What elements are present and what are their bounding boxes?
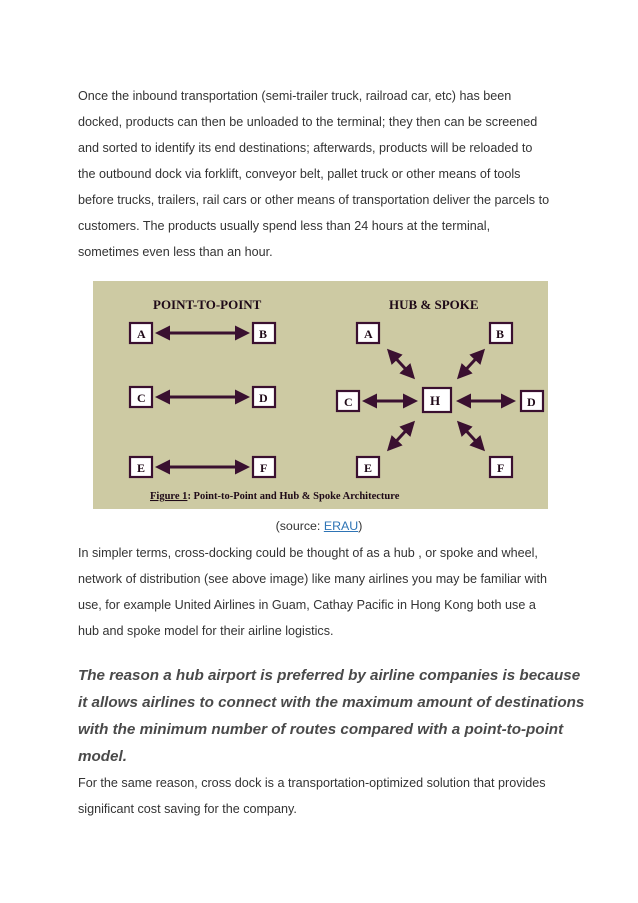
intro-line: customers. The products usually spend less than 24 hours at the terminal, — [78, 219, 491, 233]
source-suffix: ) — [358, 519, 363, 533]
hub-spoke-figure — [93, 281, 548, 509]
hs-arrow-a — [389, 351, 413, 377]
figure-caption — [150, 491, 400, 502]
figure-caption-text: : Point-to-Point and Hub & Spoke Architecture — [187, 491, 400, 502]
intro-line: the outbound dock via forklift, conveyor belt, pallet truck or other means of tools — [78, 167, 521, 181]
highlight-line: model. — [78, 748, 127, 765]
highlight-line: with the minimum number of routes compared with a point-to-point — [78, 721, 564, 738]
hs-label-f: F — [497, 461, 505, 475]
hs-label-b: B — [496, 327, 505, 341]
simpler-line: use, for example United Airlines in Guam, Cathay Pacific in Hong Kong both use a — [78, 598, 536, 612]
highlight-line: it allows airlines to connect with the maximum amount of destinations — [78, 694, 585, 711]
intro-line: sometimes even less than an hour. — [78, 245, 273, 259]
hs-arrow-e — [389, 423, 413, 449]
hs-label-e: E — [364, 461, 373, 475]
hs-arrow-b — [459, 351, 483, 377]
intro-line: before trucks, trailers, rail cars or other means of transportation deliver the parcels to — [78, 193, 550, 207]
source-link[interactable]: ERAU — [323, 519, 359, 533]
p2p-row-ab — [130, 323, 275, 343]
closing-line: For the same reason, cross dock is a transportation-optimized solution that provides — [78, 776, 546, 790]
simpler-line: hub and spoke model for their airline logistics. — [78, 624, 334, 638]
hs-label-h: H — [430, 393, 441, 408]
hub-spoke-title: HUB & SPOKE — [389, 297, 479, 312]
figure-svg — [93, 281, 548, 509]
source-prefix: (source: — [275, 519, 324, 533]
p2p-label-a: A — [137, 327, 146, 341]
simpler-line: network of distribution (see above image) like many airlines you may be familiar with — [78, 572, 547, 586]
p2p-row-cd — [130, 387, 275, 407]
closing-line: significant cost saving for the company. — [78, 802, 297, 816]
intro-line: Once the inbound transportation (semi-trailer truck, railroad car, etc) has been — [78, 89, 512, 103]
intro-line: docked, products can then be unloaded to the terminal; they then can be screened — [78, 115, 538, 129]
p2p-label-d: D — [259, 391, 268, 405]
p2p-label-c: C — [137, 391, 146, 405]
hs-arrow-f — [459, 423, 483, 449]
p2p-label-b: B — [259, 327, 268, 341]
p2p-label-f: F — [260, 461, 268, 475]
p2p-label-e: E — [137, 461, 146, 475]
point-to-point-title: POINT-TO-POINT — [153, 297, 262, 312]
figure-caption-label: Figure 1 — [150, 491, 188, 502]
intro-line: and sorted to identify its end destinations; afterwards, products will be reloaded to — [78, 141, 533, 155]
simpler-line: In simpler terms, cross-docking could be thought of as a hub , or spoke and wheel, — [78, 546, 538, 560]
hub-spoke-diagram — [337, 323, 543, 477]
source-caption — [0, 519, 638, 533]
hs-label-d: D — [527, 395, 536, 409]
hs-label-a: A — [364, 327, 373, 341]
highlight-line: The reason a hub airport is preferred by airline companies is because — [78, 667, 581, 684]
hs-label-c: C — [344, 395, 353, 409]
p2p-row-ef — [130, 457, 275, 477]
